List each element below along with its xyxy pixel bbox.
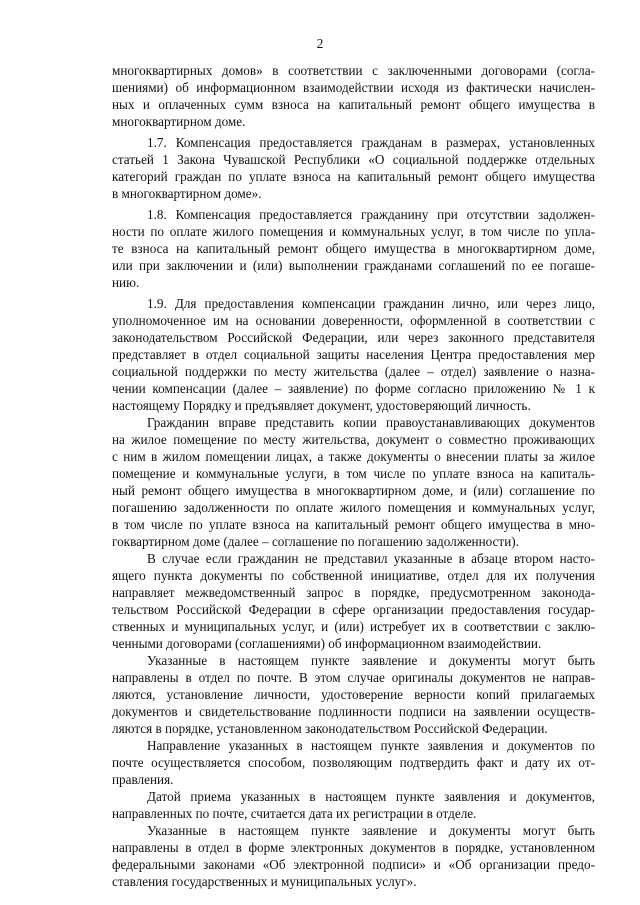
text-line: 1.9. Для предоставления компенсации гражданин лично, или через лицо, <box>147 296 595 311</box>
text-line: направлены в отдел в форме электронных документов в порядке, установленном <box>112 840 595 855</box>
text-line: тельством Российской Федерации в сфере организации предоставления государ- <box>112 602 595 617</box>
document-body <box>112 62 595 890</box>
paragraph <box>112 788 595 822</box>
text-line: В случае если гражданин не представил указанные в абзаце втором насто- <box>147 551 595 566</box>
text-line: направлены в отдел по почте. В этом случае оригиналы документов не направ- <box>112 670 595 685</box>
text-line: многоквартирном доме. <box>112 114 246 129</box>
text-line: законодательством Российской Федерации, или через законного представителя <box>112 330 595 345</box>
text-line: Гражданин вправе представить копии правоустанавливающих документов <box>147 415 595 430</box>
paragraph <box>112 414 595 550</box>
text-line: Датой приема указанных в настоящем пункте заявления и документов, <box>147 789 595 804</box>
paragraph <box>112 62 595 130</box>
text-line: те взноса на капитальный ремонт общего имущества в многоквартирном доме, <box>112 241 595 256</box>
text-line: 1.7. Компенсация предоставляется гражданам в размерах, установленных <box>147 135 595 150</box>
text-line: помещение и коммунальные услуги, в том числе по уплате взноса на капиталь- <box>112 466 595 481</box>
text-line: ляются в порядке, установленном законодательством Российской Федерации. <box>112 721 548 736</box>
text-line: направленных по почте, считается дата их регистрации в отделе. <box>112 806 477 821</box>
paragraph <box>112 822 595 890</box>
text-line: или при заключении и (или) выполнении гражданами соглашений по ее погаше- <box>112 258 595 273</box>
paragraph <box>112 652 595 737</box>
text-line: многоквартирных домов» в соответствии с заключенными договорами (согла- <box>112 63 595 78</box>
text-line: правления. <box>112 772 174 787</box>
text-line: ставления государственных и муниципальных услуг». <box>112 874 417 889</box>
text-line: уполномоченное им на основании доверенности, оформленной в соответствии с <box>112 313 595 328</box>
text-line: Указанные в настоящем пункте заявление и документы могут быть <box>147 653 595 668</box>
text-line: Направление указанных в настоящем пункте заявления и документов по <box>147 738 595 753</box>
text-line: на жилое помещение по месту жительства, документ о совместно проживающих <box>112 432 595 447</box>
text-line: с ним в жилом помещении лицах, а также документы о внесении платы за жилое <box>112 449 595 464</box>
text-line: Указанные в настоящем пункте заявление и документы могут быть <box>147 823 595 838</box>
text-line: социальной поддержки по месту жительства (далее – отдел) заявление о назна- <box>112 364 595 379</box>
text-line: нию. <box>112 275 140 290</box>
text-line: ности по оплате жилого помещения и коммунальных услуг, в том числе по упла- <box>112 224 595 239</box>
text-line: в многоквартирном доме». <box>112 186 262 201</box>
text-line: ный ремонт общего имущества в многоквартирном доме, и (или) соглашение по <box>112 483 595 498</box>
text-line: погашению задолженности по оплате жилого помещения и коммунальных услуг, <box>112 500 595 515</box>
text-line: шениями) об информационном взаимодействии исходя из фактически начислен- <box>112 80 595 95</box>
paragraph <box>112 295 595 414</box>
paragraph <box>112 206 595 291</box>
text-line: гоквартирном доме (далее – соглашение по погашению задолженности). <box>112 534 519 549</box>
text-line: ляются, установление личности, удостоверение верности копий прилагаемых <box>112 687 595 702</box>
text-line: направляет межведомственный запрос в порядке, предусмотренном законода- <box>112 585 595 600</box>
paragraph <box>112 134 595 202</box>
text-line: представляет в отдел социальной защиты населения Центра предоставления мер <box>112 347 595 362</box>
text-line: ных и оплаченных сумм взноса на капитальный ремонт общего имущества в <box>112 97 595 112</box>
page-number: 2 <box>316 36 324 51</box>
text-line: федеральными законами «Об электронной подписи» и «Об организации предо- <box>112 857 595 872</box>
text-line: 1.8. Компенсация предоставляется гражданину при отсутствии задолжен- <box>147 207 595 222</box>
text-line: ственных и муниципальных услуг, и (или) истребует их в соответствии с заклю- <box>112 619 595 634</box>
text-line: ящего пункта документы по собственной инициативе, отдел для их получения <box>112 568 595 583</box>
text-line: ченными договорами (соглашениями) об информационном взаимодействии. <box>112 636 542 651</box>
text-line: почте осуществляется способом, позволяющим подтвердить факт и дату их от- <box>112 755 595 770</box>
text-line: в том числе по уплате взноса на капитальный ремонт общего имущества в мно- <box>112 517 595 532</box>
text-line: статьей 1 Закона Чувашской Республики «О социальной поддержке отдельных <box>112 152 595 167</box>
text-line: документов и свидетельствование подлинности подписи на заявлении осуществ- <box>112 704 595 719</box>
text-line: чении компенсации (далее – заявление) по форме согласно приложению № 1 к <box>112 381 595 396</box>
paragraph <box>112 550 595 652</box>
text-line: настоящему Порядку и предъявляет документ, удостоверяющий личность. <box>112 398 531 413</box>
text-line: категорий граждан по уплате взноса на капитальный ремонт общего имущества <box>112 169 595 184</box>
paragraph <box>112 737 595 788</box>
